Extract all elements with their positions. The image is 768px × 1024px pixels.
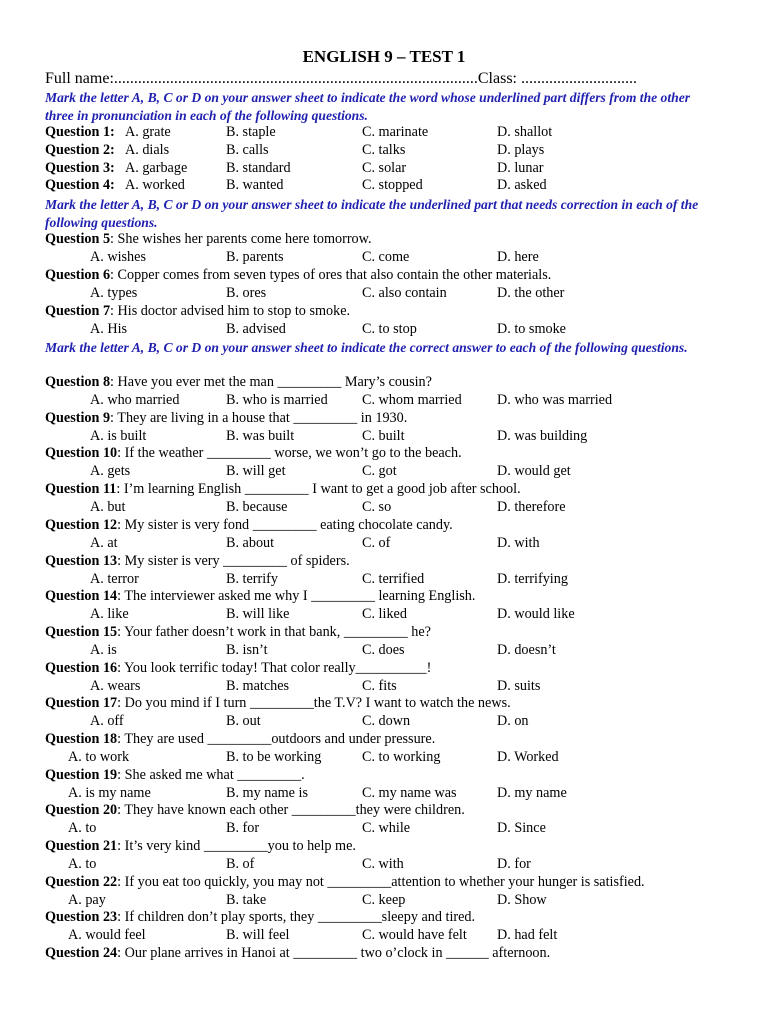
question-body: : Our plane arrives in Hanoi at _________ two o’clock in ______ afternoon. [117,945,551,961]
question-text [45,660,735,677]
answer-option[interactable]: D. with [497,535,540,551]
question-text [45,624,735,641]
answer-option[interactable]: A. to [68,856,97,872]
options-row [45,249,745,266]
answer-option[interactable]: C. to working [362,749,441,765]
answer-option[interactable]: B. for [226,820,260,836]
answer-option[interactable]: D. for [497,856,531,872]
question-label: Question 19 [45,767,118,783]
answer-option[interactable]: B. of [226,856,255,872]
answer-option[interactable]: D. terrifying [497,571,568,587]
question-label: Question 15 [45,624,118,640]
answer-option[interactable]: C. talks [362,142,406,158]
question-body: : They are used _________outdoors and under pressure. [117,731,436,747]
question-label: Question 8 [45,374,111,390]
answer-option[interactable]: A. to work [68,749,130,765]
options-row [45,820,745,837]
question-label: Question 4: [45,177,115,193]
question-body: : If you eat too quickly, you may not _________attention to whether your hunger is satisfied. [117,874,645,890]
question-body: : Your father doesn’t work in that bank, _________ he? [117,624,431,640]
answer-option[interactable]: C. my name was [362,785,457,801]
question-body: : She wishes her parents come here tomorrow. [110,231,372,247]
answer-option[interactable]: A. types [90,285,138,301]
answer-option[interactable]: D. was building [497,428,588,444]
question-text [45,802,735,819]
question-text [45,374,735,391]
answer-option[interactable]: A. is [90,642,117,658]
question-label: Question 3: [45,160,115,176]
answer-option[interactable]: B. terrify [226,571,279,587]
options-row [45,428,745,445]
question-text [45,303,735,320]
question-body: : My sister is very fond _________ eating chocolate candy. [117,517,453,533]
answer-option[interactable]: A. pay [68,892,106,908]
answer-option[interactable]: A. wishes [90,249,146,265]
answer-option[interactable]: B. to be working [226,749,322,765]
question-text [45,838,735,855]
answer-option[interactable]: B. calls [226,142,269,158]
question-label: Question 24 [45,945,118,961]
section-instruction: Mark the letter A, B, C or D on your answer sheet to indicate the word whose underlined part differs from the other three in pronunciation in each of the following questions. [45,90,691,123]
options-row [45,392,745,409]
question-text [45,481,735,498]
question-label: Question 6 [45,267,111,283]
options-row [45,463,745,480]
answer-option[interactable]: C. also contain [362,285,447,301]
answer-option[interactable]: D. would get [497,463,571,479]
question-label: Question 10 [45,445,118,461]
question-body: : If children don’t play sports, they _________sleepy and tired. [117,909,476,925]
answer-option[interactable]: B. will like [226,606,290,622]
answer-option[interactable]: C. solar [362,160,407,176]
answer-option[interactable]: C. whom married [362,392,462,408]
answer-option[interactable]: D. would like [497,606,575,622]
answer-option[interactable]: A. would feel [68,927,146,943]
answer-option[interactable]: A. His [90,321,128,337]
question-label: Question 7 [45,303,111,319]
answer-option[interactable]: A. to [68,820,97,836]
answer-option[interactable]: C. keep [362,892,406,908]
question-row [45,160,745,177]
options-row [45,785,745,802]
question-text [45,410,735,427]
question-label: Question 2: [45,142,115,158]
answer-option[interactable]: D. who was married [497,392,613,408]
answer-option[interactable]: B. because [226,499,288,515]
answer-option[interactable]: C. down [362,713,411,729]
answer-option[interactable]: D. my name [497,785,567,801]
answer-option[interactable]: B. ores [226,285,267,301]
answer-option[interactable]: C. built [362,428,405,444]
answer-option[interactable]: B. advised [226,321,286,337]
question-text [45,767,735,784]
options-row [45,606,745,623]
answer-option[interactable]: B. matches [226,678,290,694]
answer-option[interactable]: D. doesn’t [497,642,556,658]
question-label: Question 20 [45,802,118,818]
answer-option[interactable]: A. dials [125,142,170,158]
answer-option[interactable]: D. Worked [497,749,559,765]
question-body: : Have you ever met the man _________ Mary’s cousin? [110,374,432,390]
answer-option[interactable]: C. stopped [362,177,423,193]
answer-option[interactable]: C. while [362,820,411,836]
answer-option[interactable]: D. suits [497,678,541,694]
answer-option[interactable]: B. wanted [226,177,284,193]
question-body: : Do you mind if I turn _________the T.V? I want to watch the news. [117,695,511,711]
question-body: : You look terrific today! That color really__________! [117,660,432,676]
question-body: : My sister is very _________ of spiders. [117,553,350,569]
question-row [45,177,745,194]
answer-option[interactable]: D. on [497,713,529,729]
answer-option[interactable]: B. who is married [226,392,328,408]
answer-option[interactable]: A. is my name [68,785,151,801]
question-label: Question 9 [45,410,111,426]
answer-option[interactable]: A. grate [125,124,171,140]
question-text [45,909,735,926]
section-instruction: Mark the letter A, B, C or D on your answer sheet to indicate the correct answer to each of the following questions. [45,340,688,355]
question-text [45,267,735,284]
options-row [45,535,745,552]
answer-option[interactable]: B. was built [226,428,295,444]
question-text [45,731,735,748]
answer-option[interactable]: B. about [226,535,275,551]
page-title: ENGLISH 9 – TEST 1 [302,47,466,66]
question-label: Question 16 [45,660,118,676]
answer-option[interactable]: D. to smoke [497,321,566,337]
options-row [45,285,745,302]
question-row [45,124,745,141]
question-label: Question 1: [45,124,115,140]
options-row [45,856,745,873]
options-row [45,571,745,588]
answer-option[interactable]: C. come [362,249,410,265]
answer-option[interactable]: A. off [90,713,124,729]
answer-option[interactable]: C. fits [362,678,397,694]
answer-option[interactable]: D. plays [497,142,545,158]
question-body: : It’s very kind _________you to help me. [117,838,356,854]
answer-option[interactable]: B. out [226,713,261,729]
answer-option[interactable]: A. wears [90,678,141,694]
options-row [45,892,745,909]
question-text [45,695,735,712]
question-label: Question 14 [45,588,118,604]
options-row [45,749,745,766]
question-text [45,517,735,534]
answer-option[interactable]: D. asked [497,177,547,193]
answer-option[interactable]: D. had felt [497,927,558,943]
question-body: : They have known each other _________they were children. [117,802,465,818]
answer-option[interactable]: B. parents [226,249,284,265]
answer-option[interactable]: B. will get [226,463,286,479]
answer-option[interactable]: C. got [362,463,397,479]
answer-option[interactable]: D. lunar [497,160,544,176]
question-body: : Copper comes from seven types of ores that also contain the other materials. [110,267,552,283]
answer-option[interactable]: A. but [90,499,126,515]
question-body: : His doctor advised him to stop to smoke. [110,303,351,319]
question-text [45,874,735,891]
options-row [45,499,745,516]
question-label: Question 5 [45,231,111,247]
name-class-line: Full name:...........................................................................................Class: ............................. [45,70,637,87]
question-body: : If the weather _________ worse, we won’t go to the beach. [117,445,462,461]
question-text [45,553,735,570]
section-instruction: Mark the letter A, B, C or D on your answer sheet to indicate the underlined part that needs correction in each of the following questions. [45,197,699,230]
options-row [45,642,745,659]
answer-option[interactable]: C. of [362,535,391,551]
answer-option[interactable]: A. terror [90,571,139,587]
answer-option[interactable]: A. garbage [125,160,188,176]
answer-option[interactable]: B. will feel [226,927,290,943]
options-row [45,713,745,730]
options-row [45,927,745,944]
question-text [45,588,735,605]
answer-option[interactable]: C. so [362,499,392,515]
answer-option[interactable]: A. is built [90,428,147,444]
answer-option[interactable]: A. worked [125,177,185,193]
answer-option[interactable]: A. like [90,606,129,622]
question-body: : They are living in a house that _________ in 1930. [110,410,408,426]
answer-option[interactable]: D. therefore [497,499,566,515]
options-row [45,678,745,695]
answer-option[interactable]: D. shallot [497,124,553,140]
answer-option[interactable]: C. to stop [362,321,417,337]
question-label: Question 12 [45,517,118,533]
question-body: : She asked me what _________. [117,767,305,783]
options-row [45,321,745,338]
answer-option[interactable]: C. liked [362,606,407,622]
question-body: : The interviewer asked me why I _________ learning English. [117,588,476,604]
answer-option[interactable]: C. marinate [362,124,429,140]
answer-option[interactable]: B. my name is [226,785,308,801]
answer-option[interactable]: C. does [362,642,405,658]
question-row [45,142,745,159]
question-label: Question 13 [45,553,118,569]
answer-option[interactable]: C. would have felt [362,927,467,943]
answer-option[interactable]: A. who married [90,392,180,408]
question-body: : I’m learning English _________ I want to get a good job after school. [116,481,521,497]
answer-option[interactable]: D. the other [497,285,565,301]
answer-option[interactable]: B. staple [226,124,276,140]
answer-option[interactable]: C. with [362,856,404,872]
answer-option[interactable]: A. gets [90,463,131,479]
answer-option[interactable]: C. terrified [362,571,425,587]
question-text [45,445,735,462]
answer-option[interactable]: D. here [497,249,539,265]
question-label: Question 22 [45,874,118,890]
question-label: Question 18 [45,731,118,747]
question-label: Question 17 [45,695,118,711]
question-label: Question 11 [45,481,117,497]
answer-option[interactable]: D. Since [497,820,546,836]
question-label: Question 21 [45,838,118,854]
question-label: Question 23 [45,909,118,925]
answer-option[interactable]: D. Show [497,892,547,908]
answer-option[interactable]: B. isn’t [226,642,268,658]
answer-option[interactable]: A. at [90,535,118,551]
answer-option[interactable]: B. standard [226,160,291,176]
question-text [45,231,735,248]
question-text [45,945,735,962]
answer-option[interactable]: B. take [226,892,267,908]
